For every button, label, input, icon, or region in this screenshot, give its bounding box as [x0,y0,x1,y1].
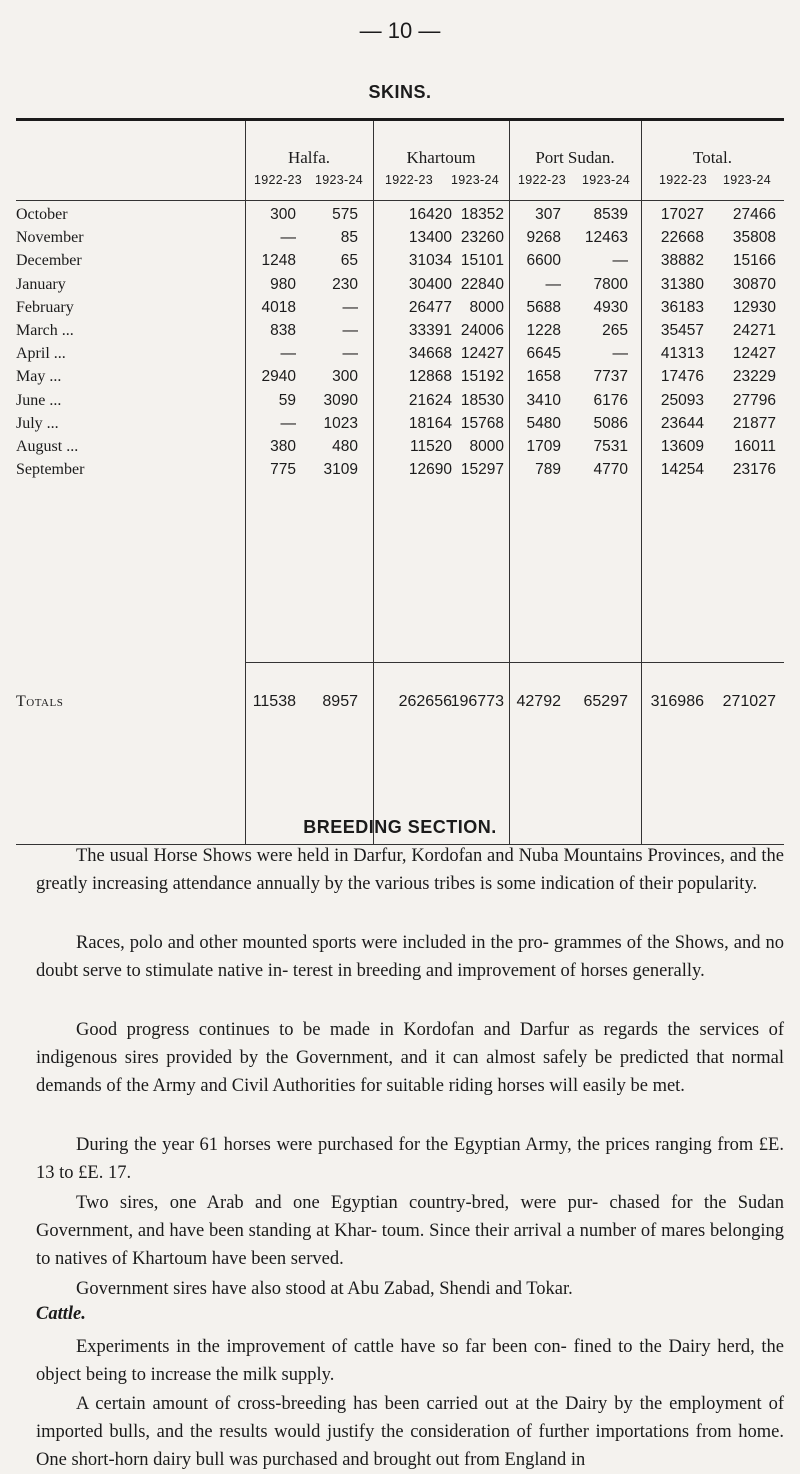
table-cell: 300 [270,206,296,223]
table-cell: 775 [270,461,296,479]
table-row [16,252,784,274]
table-cell: 17027 [660,206,704,223]
month-label: March ... [16,322,74,339]
year-head: 1922-23 [254,173,302,187]
skins-table [16,118,784,846]
table-cell: 4018 [261,298,296,316]
table-cell: 15166 [732,252,776,270]
table-cell: 6176 [593,391,628,409]
table-cell: 1023 [323,414,358,432]
page-number: — 10 — [359,18,441,43]
year-head: 1922-23 [518,173,566,187]
paragraph: Government sires have also stood at Abu Zabad, Shendi and Tokar. [76,1279,573,1299]
paragraph: Good progress continues to be made in Kordofan and Darfur as regards the services of indigenous sires provided by the Government, and it can almost safely be predicted that normal demands of the Army and Civil Authorities for suitable riding horses will easily be met. [36,1020,784,1096]
table-cell: 271027 [722,693,776,710]
table-cell: 7737 [593,368,628,386]
table-cell: 4930 [593,298,628,316]
year-head: 1923-24 [582,173,630,187]
table-cell: 35808 [732,229,776,247]
table-cell: — [280,345,296,363]
month-label: August ... [16,438,79,455]
table-cell: 25093 [660,391,704,409]
table-cell: 41313 [660,345,704,363]
table-cell: — [612,345,628,363]
table-cell: 1228 [526,322,561,339]
table-cell: 15192 [460,368,504,386]
table-cell: 300 [332,368,358,386]
table-cell: 16420 [408,206,452,223]
year-head: 1923-24 [723,173,771,187]
table-cell: 24006 [460,322,504,339]
table-row [16,206,784,228]
table-cell: 3410 [526,391,561,409]
table-cell: 12690 [408,461,452,479]
table-cell: 31380 [660,275,704,293]
table-cell: 35457 [660,322,704,339]
table-cell: — [545,275,561,293]
month-label: October [16,206,68,223]
table-cell: 85 [340,229,358,247]
table-cell: 18164 [408,414,452,432]
table-cell: 12463 [584,229,628,247]
table-cell: 15297 [460,461,504,479]
table-cell: 8957 [322,693,358,710]
table-cell: 262656 [398,693,452,710]
table-cell: 5480 [526,414,561,432]
table-cell: 980 [270,275,296,293]
year-head: 1923-24 [315,173,363,187]
table-cell: 65297 [583,693,628,710]
table-cell: — [342,298,358,316]
month-label: April ... [16,345,66,363]
table-cell: 316986 [650,693,704,710]
totals-rule [245,662,784,663]
skins-title: SKINS. [368,82,432,102]
table-row [16,229,784,251]
table-cell: 3090 [323,391,358,409]
table-cell: 21877 [732,414,776,432]
table-cell: 27796 [732,391,776,409]
table-cell: 24271 [732,322,776,339]
cattle-heading: Cattle. [36,1304,86,1324]
table-cell: 1658 [526,368,561,386]
table-cell: 307 [535,206,561,223]
table-cell: 42792 [516,693,561,710]
table-cell: 6600 [526,252,561,270]
table-cell: 5688 [526,298,561,316]
month-label: January [16,275,66,293]
table-cell: 12930 [732,298,776,316]
table-cell: 18530 [460,391,504,409]
table-cell: — [612,252,628,270]
year-head: 1922-23 [385,173,433,187]
table-cell: 38882 [660,252,704,270]
table-row [16,461,784,483]
table-cell: — [342,322,358,339]
table-cell: 31034 [408,252,452,270]
year-head: 1923-24 [451,173,499,187]
table-row [16,322,784,344]
table-cell: 30870 [732,275,776,293]
table-row [16,345,784,367]
table-cell: 789 [535,461,561,479]
table-cell: 8000 [469,298,504,316]
table-cell: — [342,345,358,363]
table-header-rule [16,200,784,201]
table-cell: 21624 [408,391,452,409]
breeding-title: BREEDING SECTION. [303,817,497,837]
table-cell: 23644 [660,414,704,432]
month-label: May ... [16,368,62,386]
table-cell: 23260 [460,229,504,247]
table-cell: 13400 [408,229,452,247]
col-head-total: Total. [693,148,732,167]
table-cell: 265 [602,322,628,339]
table-cell: 196773 [450,693,504,710]
col-head-halfa: Halfa. [287,148,330,167]
table-cell: 1709 [526,438,561,455]
table-cell: 15768 [460,414,504,432]
table-row [16,276,784,298]
table-row [16,368,784,390]
table-cell: 36183 [660,298,704,316]
table-row [16,438,784,460]
table-cell: 3109 [323,461,358,479]
table-cell: 480 [332,438,358,455]
month-label: September [16,461,85,479]
totals-label: Totals [16,693,64,710]
table-cell: 9268 [526,229,561,247]
month-label: November [16,229,84,247]
table-cell: 838 [270,322,296,339]
table-row [16,392,784,414]
paragraph: Races, polo and other mounted sports were included in the pro- grammes of the Shows, and no doubt serve to stimulate native in- terest in breeding and improvement of horses generally. [36,933,784,981]
table-cell: 22840 [460,275,504,293]
table-cell: 15101 [460,252,504,270]
table-cell: 575 [332,206,358,223]
table-cell: 4770 [593,461,628,479]
table-cell: 18352 [460,206,504,223]
paragraph: Two sires, one Arab and one Egyptian country-bred, were pur- chased for the Sudan Government, and have been standing at Khar- toum. Since their arrival a number of mares belonging to natives of Khartoum have been served. [36,1193,784,1269]
table-cell: 230 [332,275,358,293]
table-cell: 380 [270,438,296,455]
table-cell: 12427 [460,345,504,363]
table-row [16,415,784,437]
table-cell: 7531 [593,438,628,455]
paragraph: During the year 61 horses were purchased for the Egyptian Army, the prices ranging from £E. 13 to £E. 17. [36,1135,784,1183]
table-cell: 11520 [410,438,452,455]
table-cell: 65 [340,252,358,270]
paragraph: A certain amount of cross-breeding has been carried out at the Dairy by the employment of imported bulls, and the results would justify the consideration of further importations from home. One short-horn dairy bull was purchased and brought out from England in [36,1394,784,1470]
table-cell: 23176 [732,461,776,479]
table-top-rule [16,118,784,121]
month-label: June ... [16,391,62,409]
totals-row [16,693,784,715]
table-cell: 27466 [732,206,776,223]
paragraph: The usual Horse Shows were held in Darfur, Kordofan and Nuba Mountains Provinces, and the greatly increasing attendance annually by the various tribes is some indication of their popularity. [36,846,784,894]
table-cell: 12427 [732,345,776,363]
month-label: July ... [16,414,59,432]
table-cell: 34668 [408,345,452,363]
month-label: December [16,252,82,270]
paragraph: Experiments in the improvement of cattle have so far been con- fined to the Dairy herd, the object being to increase the milk supply. [36,1337,784,1385]
year-head: 1922-23 [659,173,707,187]
col-head-khartoum: Khartoum [406,148,476,167]
table-cell: 13609 [660,438,704,455]
table-cell: 12868 [408,368,452,386]
table-cell: 22668 [660,229,704,247]
table-cell: 14254 [660,461,704,479]
table-cell: 26477 [408,298,452,316]
table-cell: 8000 [469,438,504,455]
table-cell: 16011 [734,438,776,455]
table-cell: 5086 [593,414,628,432]
month-label: February [16,298,74,316]
table-row [16,299,784,321]
table-cell: 6645 [526,345,561,363]
table-cell: — [280,414,296,432]
table-cell: — [280,229,296,247]
table-cell: 59 [278,391,296,409]
col-head-port-sudan: Port Sudan. [535,148,615,167]
table-cell: 7800 [593,275,628,293]
table-cell: 17476 [660,368,704,386]
table-cell: 8539 [593,206,628,223]
table-cell: 30400 [408,275,452,293]
table-cell: 33391 [408,322,452,339]
table-cell: 11538 [252,693,296,710]
table-cell: 23229 [732,368,776,386]
table-cell: 2940 [261,368,296,386]
table-cell: 1248 [261,252,296,270]
